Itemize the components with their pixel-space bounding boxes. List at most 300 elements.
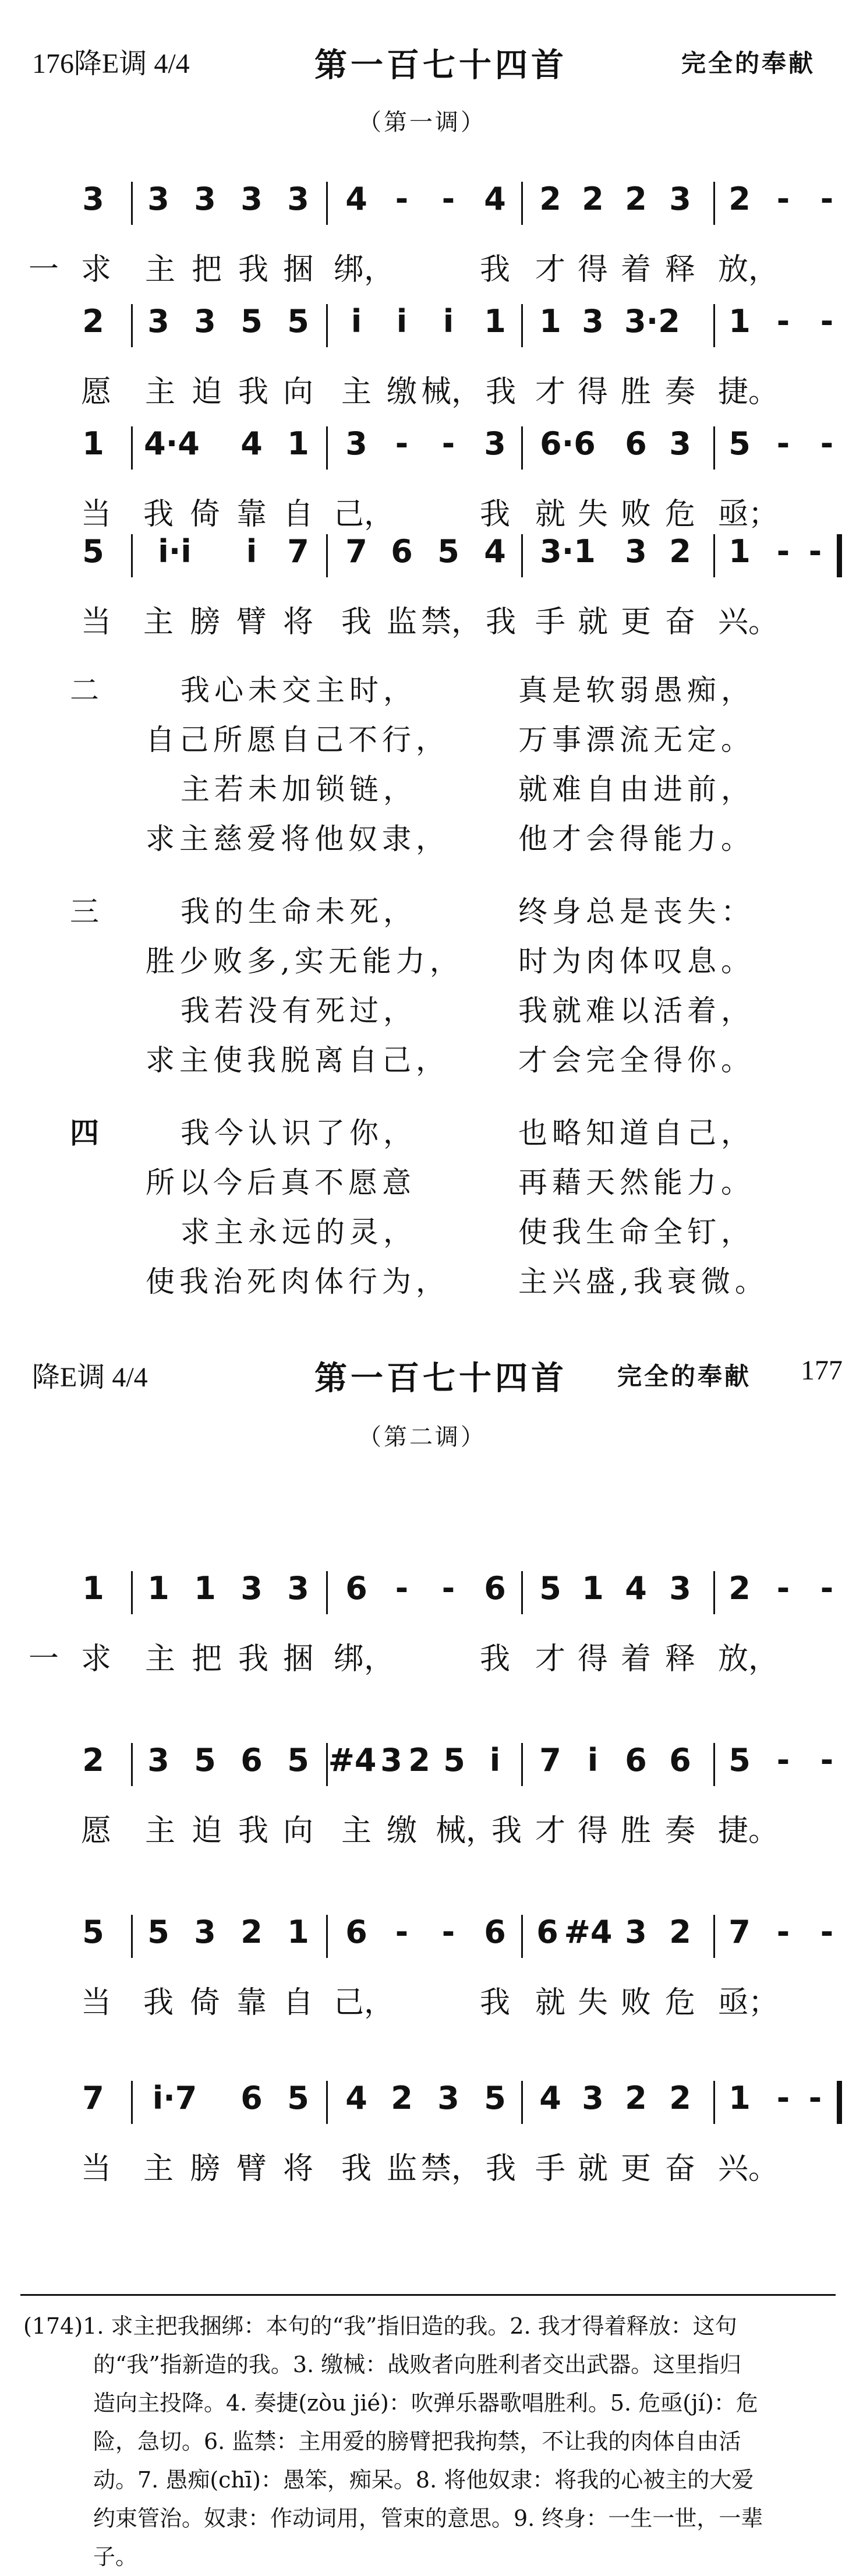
lyric-char: 释: [664, 1642, 696, 1677]
lyric-char: 捆: [282, 252, 314, 287]
barline: [326, 534, 328, 577]
verse-line: 自己所愿自己不行，: [146, 723, 450, 757]
note: 3: [147, 181, 169, 217]
note: 1: [728, 2080, 751, 2116]
note: -: [820, 1570, 834, 1607]
verse-line: 他才会得能力。: [518, 822, 755, 856]
note: 6: [240, 1742, 263, 1779]
lyric-char: 捷。: [717, 375, 779, 410]
final-barline: [837, 2081, 842, 2124]
note: 3: [625, 1914, 647, 1950]
verse-line: 我今认识了你，: [181, 1116, 417, 1150]
lyric-char: 械，: [420, 375, 482, 410]
barline: [713, 534, 715, 577]
lyric-char: 才: [535, 375, 566, 410]
note: i: [396, 303, 408, 340]
verse-line: 求主使我脱离自己，: [146, 1043, 450, 1077]
notes-line: [0, 2074, 856, 2132]
lyric-char: 禁，: [420, 605, 482, 640]
barline: [521, 1571, 523, 1614]
note: 6: [345, 1914, 367, 1950]
barline: [326, 1571, 328, 1614]
note: 3: [669, 425, 691, 462]
note: 1: [287, 1914, 309, 1950]
footnote: [23, 2307, 839, 2576]
note: -: [441, 1914, 455, 1950]
note: 1: [82, 1570, 104, 1607]
note: 2: [625, 181, 647, 217]
barline: [713, 2081, 715, 2124]
footnote-line: 造向主投降。4. 奏捷(zòu jié)：吹弹乐器歌唱胜利。5. 危亟(jí)：危: [93, 2390, 758, 2416]
note: 4: [625, 1570, 647, 1607]
lyric-char: 主: [144, 375, 176, 410]
barline: [131, 2081, 133, 2124]
note: 6: [484, 1570, 506, 1607]
barline: [713, 1743, 715, 1786]
lyric-char: 监: [386, 2151, 418, 2186]
lyric-char: 倚: [189, 497, 221, 532]
verse-line: 使我治死肉体行为，: [146, 1265, 450, 1298]
lyric-char: 械，: [435, 1813, 497, 1848]
lyric-char: 手: [535, 605, 566, 640]
note: 2: [408, 1742, 430, 1779]
note: -: [820, 303, 834, 340]
note: i: [246, 533, 257, 570]
verse-line: 万事漂流无定。: [518, 723, 755, 757]
lyric-char: 我: [143, 497, 174, 532]
lyrics-line: [0, 1978, 856, 2030]
page1-header-right: 完全的奉献: [681, 49, 816, 77]
note: 1: [287, 425, 309, 462]
lyric-char: 把: [191, 252, 222, 287]
lyric-char: 靠: [236, 497, 267, 532]
notes-line: [0, 1908, 856, 1966]
note: 3·2: [624, 303, 680, 340]
note: 5: [147, 1914, 169, 1950]
note: 3: [582, 303, 604, 340]
note: 2: [728, 181, 751, 217]
lyric-char: 兴。: [717, 605, 779, 640]
lyric-char: 缴: [386, 1813, 418, 1848]
lyrics-line: [0, 1806, 856, 1858]
lyric-char: 一: [28, 1642, 59, 1677]
lyric-char: 捆: [282, 1642, 314, 1677]
lyric-char: 我: [238, 375, 269, 410]
lyric-char: 我: [238, 252, 269, 287]
lyric-char: 主: [144, 252, 176, 287]
note: 5: [728, 425, 751, 462]
page2-header-left: 降E调 4/4: [32, 1362, 148, 1393]
note: i: [489, 1742, 501, 1779]
note: 2: [82, 1742, 104, 1779]
final-barline: [837, 534, 842, 577]
barline: [713, 182, 715, 225]
barline: [521, 426, 523, 470]
note: 1: [194, 1570, 216, 1607]
barline: [131, 182, 133, 225]
note: -: [820, 181, 834, 217]
note: 5: [287, 1742, 309, 1779]
note: 3: [147, 1742, 169, 1779]
lyric-char: 主: [341, 375, 372, 410]
footnote-line: 子。: [93, 2544, 138, 2570]
barline: [713, 426, 715, 470]
lyric-char: 更: [620, 605, 652, 640]
note: -: [820, 1914, 834, 1950]
lyric-char: 失: [577, 497, 609, 532]
lyric-char: 当: [80, 1985, 112, 2020]
note: -: [395, 1570, 409, 1607]
note: 3: [669, 1570, 691, 1607]
barline: [326, 2081, 328, 2124]
lyric-char: 就: [535, 1985, 566, 2020]
verse-line: 求主慈爱将他奴隶，: [146, 822, 450, 856]
barline: [713, 1571, 715, 1614]
lyric-char: 一: [28, 252, 59, 287]
barline: [713, 1915, 715, 1958]
note: 1: [539, 303, 561, 340]
verse-line: 所以今后真不愿意: [146, 1166, 416, 1199]
verse-line: 也略知道自己，: [518, 1116, 755, 1150]
note: 5: [437, 533, 459, 570]
note: 2: [82, 303, 104, 340]
footnote-line: 的“我”指新造的我。3. 缴械：战败者向胜利者交出武器。这里指归: [93, 2352, 742, 2377]
note: 4: [484, 181, 506, 217]
note: 3: [380, 1742, 402, 1779]
page2-title: 第一百七十四首: [314, 1359, 567, 1398]
lyric-char: 我: [485, 605, 517, 640]
note: 5: [194, 1742, 216, 1779]
lyric-char: 败: [620, 1985, 652, 2020]
lyric-char: 着: [620, 1642, 652, 1677]
lyric-char: 主: [143, 605, 174, 640]
verse-line: 终身总是丧失：: [518, 895, 755, 929]
barline: [326, 304, 328, 347]
barline: [131, 1915, 133, 1958]
lyric-char: 我: [341, 2151, 372, 2186]
notes-line: [0, 527, 856, 585]
lyric-char: 我: [479, 497, 511, 532]
note: -: [441, 425, 455, 462]
note: 2: [669, 2080, 691, 2116]
note: 3: [582, 2080, 604, 2116]
footnote-line: 险，急切。6. 监禁：主用爱的膀臂把我拘禁，不让我的肉体自由活: [93, 2429, 741, 2454]
note: i: [587, 1742, 599, 1779]
note: 7: [287, 533, 309, 570]
lyric-char: 主: [341, 1813, 372, 1848]
lyric-char: 就: [577, 605, 609, 640]
barline: [521, 304, 523, 347]
note: 5: [287, 303, 309, 340]
lyrics-line: [0, 367, 856, 419]
note: 3: [345, 425, 367, 462]
barline: [326, 182, 328, 225]
note: 3: [240, 181, 263, 217]
note: -: [776, 425, 790, 462]
note: i: [443, 303, 454, 340]
note: -: [776, 533, 790, 570]
notes-line: [0, 297, 856, 355]
note: 2: [625, 2080, 647, 2116]
note: 2: [669, 1914, 691, 1950]
lyric-char: 膀: [189, 2151, 221, 2186]
verse-line: 求主永远的灵，: [181, 1215, 417, 1249]
note: 4·4: [144, 425, 200, 462]
score-row-3: [0, 1908, 856, 2100]
lyric-char: 我: [479, 252, 511, 287]
verse-line: 时为肉体叹息。: [518, 944, 755, 978]
lyric-char: 才: [535, 1642, 566, 1677]
lyric-char: 求: [80, 252, 112, 287]
note: 6: [625, 1742, 647, 1779]
lyric-char: 靠: [236, 1985, 267, 2020]
note: 2: [582, 181, 604, 217]
barline: [521, 1743, 523, 1786]
lyrics-line: [0, 2144, 856, 2196]
lyric-char: 得: [577, 252, 609, 287]
page2-page-number: 177: [801, 1355, 843, 1386]
notes-line: [0, 175, 856, 233]
lyric-char: 我: [143, 1985, 174, 2020]
lyric-char: 胜: [620, 375, 652, 410]
notes-line: [0, 419, 856, 478]
note: -: [776, 1742, 790, 1779]
lyric-char: 主: [143, 2151, 174, 2186]
verse-number: 二: [70, 673, 104, 707]
note: 4: [345, 181, 367, 217]
lyric-char: 己，: [333, 1985, 395, 2020]
note: 3: [484, 425, 506, 462]
note: -: [808, 2080, 822, 2116]
lyric-char: 亟；: [717, 497, 779, 532]
lyric-char: 败: [620, 497, 652, 532]
note: 2: [391, 2080, 413, 2116]
verse-number: 四: [70, 1116, 104, 1150]
verse-line: 我的生命未死，: [181, 895, 417, 929]
lyric-char: 我: [491, 1813, 522, 1848]
footnote-line: 约束管治。奴隶：作动词用，管束的意思。9. 终身：一生一世，一辈: [93, 2506, 763, 2531]
lyric-char: 亟；: [717, 1985, 779, 2020]
lyric-char: 我: [479, 1985, 511, 2020]
lyric-char: 把: [191, 1642, 222, 1677]
note: 3: [437, 2080, 459, 2116]
lyric-char: 我: [485, 375, 517, 410]
lyric-char: 当: [80, 497, 112, 532]
note: 4: [345, 2080, 367, 2116]
note: -: [441, 1570, 455, 1607]
verse-line: 胜少败多,实无能力，: [146, 944, 464, 978]
lyric-char: 才: [535, 1813, 566, 1848]
lyric-char: 禁，: [420, 2151, 482, 2186]
lyric-char: 当: [80, 605, 112, 640]
lyric-char: 我: [479, 1642, 511, 1677]
note: -: [820, 425, 834, 462]
note: 7: [82, 2080, 104, 2116]
note: 7: [345, 533, 367, 570]
note: 4: [539, 2080, 561, 2116]
note: 3: [240, 1570, 263, 1607]
verse-line: 我就难以活着，: [518, 994, 755, 1028]
lyrics-line: [0, 245, 856, 297]
page1-title: 第一百七十四首: [314, 46, 567, 84]
note: 3: [82, 181, 104, 217]
verse-line: 我若没有死过，: [181, 994, 417, 1028]
note: 7: [539, 1742, 561, 1779]
lyric-char: 己，: [333, 497, 395, 532]
verse-number: 三: [70, 895, 104, 929]
note: 3: [625, 533, 647, 570]
note: i·7: [152, 2080, 197, 2116]
footnote-line: 动。7. 愚痴(chī)：愚笨，痴呆。8. 将他奴隶：将我的心被主的大爱: [93, 2467, 754, 2493]
note: 6: [484, 1914, 506, 1950]
lyric-char: 自: [282, 497, 314, 532]
barline: [326, 1915, 328, 1958]
verse-line: 就难自由进前，: [518, 772, 755, 806]
note: 6: [240, 2080, 263, 2116]
barline: [521, 182, 523, 225]
lyric-char: 求: [80, 1642, 112, 1677]
note: 5: [728, 1742, 751, 1779]
barline: [326, 426, 328, 470]
barline: [131, 1743, 133, 1786]
lyric-char: 才: [535, 252, 566, 287]
note: 1: [82, 425, 104, 462]
verse-line: 主若未加锁链，: [181, 772, 417, 806]
note: 4: [484, 533, 506, 570]
lyric-char: 将: [282, 2151, 314, 2186]
lyric-char: 我: [341, 605, 372, 640]
page1-header-left: 176降E调 4/4: [32, 48, 190, 79]
lyric-char: 倚: [189, 1985, 221, 2020]
note: 1: [582, 1570, 604, 1607]
note: 6: [345, 1570, 367, 1607]
lyric-char: 迫: [191, 375, 222, 410]
note: 3: [287, 181, 309, 217]
notes-line: [0, 1736, 856, 1794]
note: 1: [484, 303, 506, 340]
lyrics-line: [0, 597, 856, 650]
note: 5: [82, 1914, 104, 1950]
note: #4: [564, 1914, 613, 1950]
barline: [131, 534, 133, 577]
footnote-line: (174)1. 求主把我捆绑：本句的“我”指旧造的我。2. 我才得着释放：这句: [23, 2313, 737, 2339]
barline: [521, 534, 523, 577]
lyric-char: 我: [485, 2151, 517, 2186]
note: 2: [728, 1570, 751, 1607]
lyric-char: 臂: [236, 2151, 267, 2186]
note: 1: [147, 1570, 169, 1607]
lyric-char: 臂: [236, 605, 267, 640]
note: -: [441, 181, 455, 217]
verse-line: 我心未交主时，: [181, 673, 417, 707]
lyric-char: 放，: [717, 252, 779, 287]
lyric-char: 向: [282, 1813, 314, 1848]
score-row-4: [0, 2074, 856, 2266]
page2-subtitle: （第二调）: [358, 1424, 486, 1451]
lyric-char: 释: [664, 252, 696, 287]
barline: [521, 1915, 523, 1958]
lyric-char: 胜: [620, 1813, 652, 1848]
lyric-char: 就: [535, 497, 566, 532]
lyric-char: 更: [620, 2151, 652, 2186]
note: 6: [669, 1742, 691, 1779]
note: -: [808, 533, 822, 570]
lyrics-line: [0, 1634, 856, 1686]
lyric-char: 失: [577, 1985, 609, 2020]
lyric-char: 着: [620, 252, 652, 287]
note: -: [776, 1914, 790, 1950]
lyric-char: 我: [238, 1642, 269, 1677]
lyric-char: 放，: [717, 1642, 779, 1677]
notes-line: [0, 1564, 856, 1622]
lyric-char: 膀: [189, 605, 221, 640]
verse-line: 主兴盛,我衰微。: [518, 1265, 769, 1298]
note: i·i: [158, 533, 192, 570]
lyric-char: 缴: [386, 375, 418, 410]
lyric-char: 我: [238, 1813, 269, 1848]
lyric-char: 得: [577, 375, 609, 410]
verse-line: 真是软弱愚痴，: [518, 673, 755, 707]
lyric-char: 兴。: [717, 2151, 779, 2186]
barline: [521, 2081, 523, 2124]
note: -: [395, 425, 409, 462]
note: 3: [669, 181, 691, 217]
barline: [713, 304, 715, 347]
note: 6: [391, 533, 413, 570]
note: 6: [536, 1914, 558, 1950]
note: 3: [287, 1570, 309, 1607]
barline: [326, 1743, 328, 1786]
note: -: [776, 303, 790, 340]
note: -: [776, 1570, 790, 1607]
lyric-char: 迫: [191, 1813, 222, 1848]
page2-header-right: 完全的奉献: [617, 1362, 752, 1391]
note: 5: [443, 1742, 465, 1779]
score-row-1: [0, 1564, 856, 1756]
note: 3·1: [540, 533, 596, 570]
lyric-char: 愿: [80, 1813, 112, 1848]
note: i: [351, 303, 362, 340]
note: -: [776, 181, 790, 217]
note: -: [395, 181, 409, 217]
note: 3: [147, 303, 169, 340]
barline: [131, 426, 133, 470]
lyric-char: 绑，: [333, 1642, 395, 1677]
lyric-char: 危: [664, 1985, 696, 2020]
note: 5: [287, 2080, 309, 2116]
lyric-char: 奏: [664, 375, 696, 410]
note: -: [776, 2080, 790, 2116]
score-row-2: [0, 1736, 856, 1928]
lyric-char: 得: [577, 1813, 609, 1848]
note: 3: [194, 181, 216, 217]
verse-line: 再藉天然能力。: [518, 1166, 755, 1199]
lyric-char: 绑，: [333, 252, 395, 287]
lyric-char: 向: [282, 375, 314, 410]
lyric-char: 自: [282, 1985, 314, 2020]
note: 2: [240, 1914, 263, 1950]
lyric-char: 当: [80, 2151, 112, 2186]
note: 1: [728, 533, 751, 570]
note: 5: [539, 1570, 561, 1607]
page1-subtitle: （第一调）: [358, 109, 486, 136]
note: 6: [625, 425, 647, 462]
note: 3: [194, 1914, 216, 1950]
verse-line: 使我生命全钉，: [518, 1215, 755, 1249]
note: 6·6: [540, 425, 596, 462]
lyric-char: 手: [535, 2151, 566, 2186]
lyric-char: 监: [386, 605, 418, 640]
